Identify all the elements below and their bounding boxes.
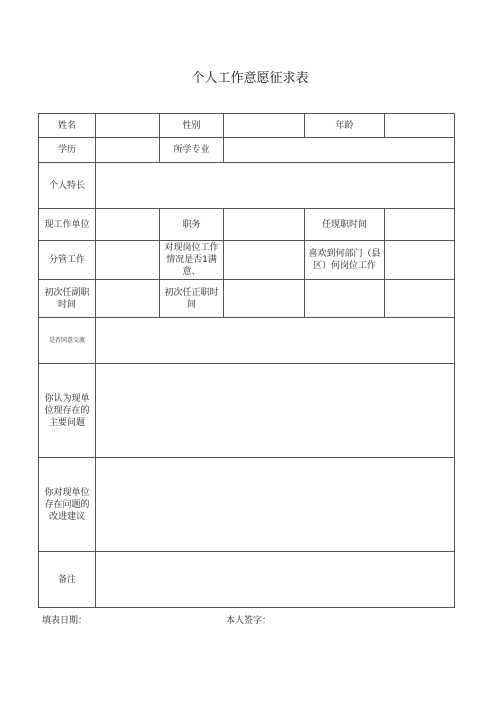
specialty-field[interactable] (96, 163, 455, 209)
position-field[interactable] (224, 209, 305, 241)
problems-label: 你认为现单位现存在的主要问题 (39, 364, 96, 458)
signature-label: 本人签字： (226, 616, 272, 626)
table-row (39, 458, 455, 552)
satisfaction-field[interactable] (224, 241, 305, 280)
satisfaction-label: 对现岗位工作情况是否1满意、 (160, 241, 224, 280)
table-row (39, 552, 455, 608)
first-deputy-label: 初次任副职时间 (39, 280, 96, 318)
table-row (39, 209, 455, 241)
age-field[interactable] (385, 114, 455, 138)
tenure-field[interactable] (385, 209, 455, 241)
application-form-table (38, 113, 455, 608)
current-unit-label: 现工作单位 (39, 209, 96, 241)
tenure-label: 任现职时间 (305, 209, 385, 241)
preferred-field[interactable] (385, 241, 455, 280)
major-field[interactable] (224, 138, 455, 163)
blank-cell (305, 280, 385, 318)
duties-field[interactable] (96, 241, 160, 280)
page-title: 个人工作意愿征求表 (191, 71, 309, 86)
first-chief-field[interactable] (224, 280, 305, 318)
first-deputy-field[interactable] (96, 280, 160, 318)
position-label: 职务 (160, 209, 224, 241)
blank-cell (385, 280, 455, 318)
first-chief-label: 初次任正职时间 (160, 280, 224, 318)
major-label: 所学专业 (160, 138, 224, 163)
table-row (39, 318, 455, 364)
fill-date-label: 填表日期： (42, 616, 88, 626)
problems-field[interactable] (96, 364, 455, 458)
table-row (39, 138, 455, 163)
gender-label: 性别 (160, 114, 224, 138)
exchange-field[interactable] (96, 318, 455, 364)
table-row (39, 280, 455, 318)
suggestions-field[interactable] (96, 458, 455, 552)
education-label: 学历 (39, 138, 96, 163)
specialty-label: 个人特长 (39, 163, 96, 209)
age-label: 年龄 (305, 114, 385, 138)
preferred-label: 喜欢到何部门（县区）何岗位工作 (305, 241, 385, 280)
remarks-label: 备注 (39, 552, 96, 608)
exchange-label: 是否同意交流 (39, 318, 96, 364)
education-field[interactable] (96, 138, 160, 163)
table-row (39, 241, 455, 280)
duties-label: 分管工作 (39, 241, 96, 280)
table-row (39, 163, 455, 209)
current-unit-field[interactable] (96, 209, 160, 241)
remarks-field[interactable] (96, 552, 455, 608)
suggestions-label: 你对现单位存在问题的改进建议 (39, 458, 96, 552)
table-row (39, 114, 455, 138)
name-label: 姓名 (39, 114, 96, 138)
name-field[interactable] (96, 114, 160, 138)
gender-field[interactable] (224, 114, 305, 138)
table-row (39, 364, 455, 458)
